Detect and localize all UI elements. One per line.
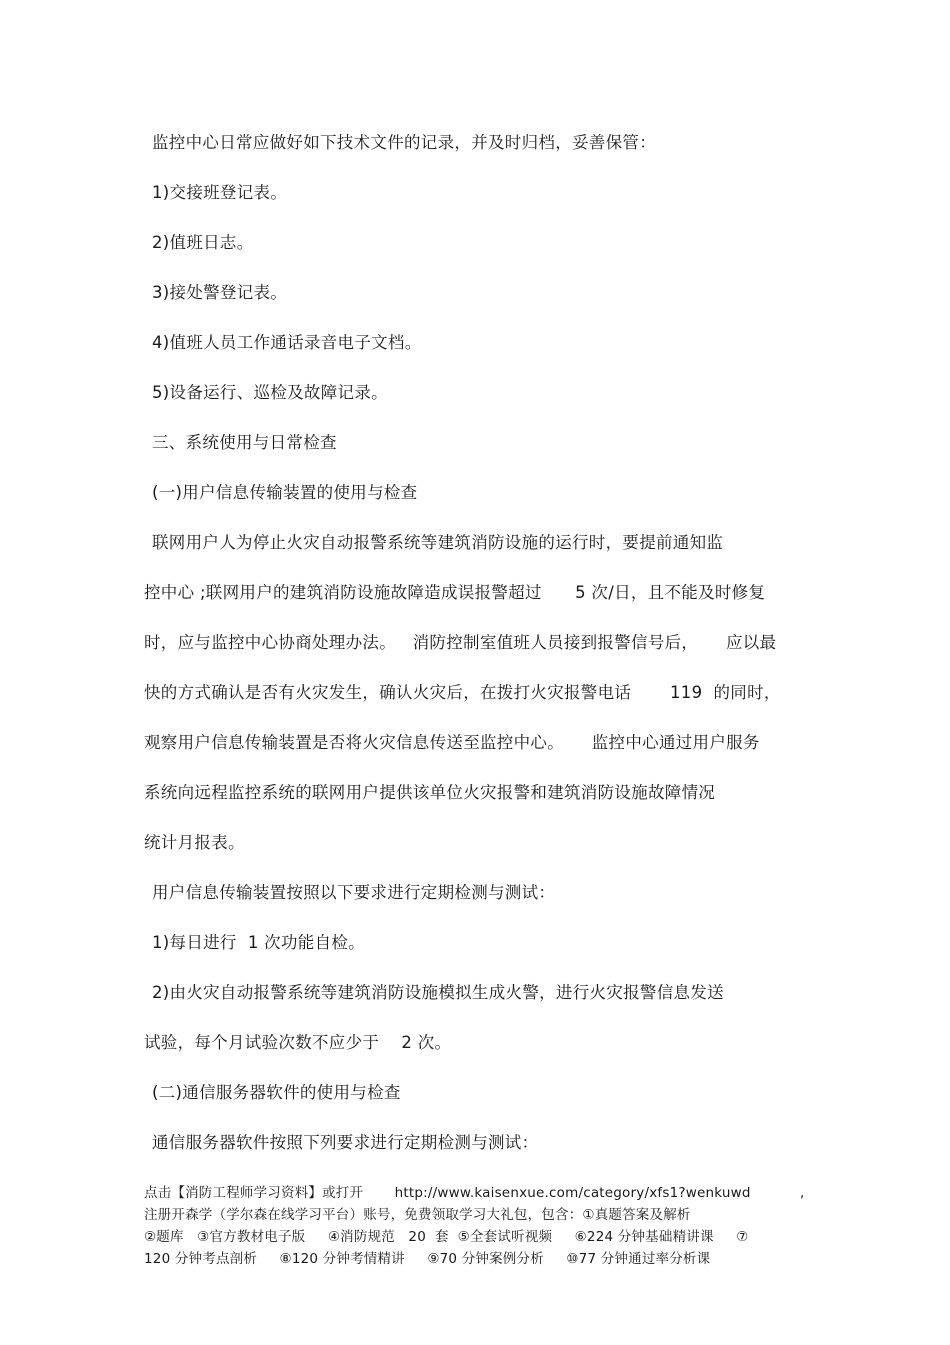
paragraph-line: 通信服务器软件按照下列要求进行定期检测与测试： [152, 1133, 539, 1152]
paragraph-line: 系统向远程监控系统的联网用户提供该单位火灾报警和建筑消防设施故障情况 [144, 783, 716, 802]
section-heading: 三、系统使用与日常检查 [152, 433, 337, 452]
paragraph-line: 观察用户信息传输装置是否将火灾信息传送至监控中心。 监控中心通过用户服务 [144, 733, 760, 752]
intro-paragraph: 监控中心日常应做好如下技术文件的记录，并及时归档，妥善保管： [152, 133, 656, 152]
footer-line: ②题库 ③官方教材电子版 ④消防规范 20 套 ⑤全套试听视频 ⑥224 分钟基础精讲课 ⑦ [144, 1229, 749, 1245]
list-item: 2)由火灾自动报警系统等建筑消防设施模拟生成火警，进行火灾报警信息发送 [152, 983, 724, 1002]
paragraph-line: 快的方式确认是否有火灾发生，确认火灾后，在拨打火灾报警电话 119 的同时， [144, 683, 781, 702]
paragraph-line: 统计月报表。 [144, 833, 245, 852]
subsection-heading: (二)通信服务器软件的使用与检查 [152, 1083, 401, 1102]
list-item: 2)值班日志。 [152, 233, 254, 252]
paragraph-line: 联网用户人为停止火灾自动报警系统等建筑消防设施的运行时，要提前通知监 [152, 533, 724, 552]
footer-line: 点击【消防工程师学习资料】或打开 http://www.kaisenxue.com/category/xfs1?wenkuwd , [144, 1185, 805, 1201]
paragraph-line: 时，应与监控中心协商处理办法。 消防控制室值班人员接到报警信号后， 应以最 [144, 633, 777, 652]
subsection-heading: (一)用户信息传输装置的使用与检查 [152, 483, 418, 502]
paragraph-line: 试验，每个月试验次数不应少于 2 次。 [144, 1033, 452, 1052]
list-item: 5)设备运行、巡检及故障记录。 [152, 383, 388, 402]
footer-line: 120 分钟考点剖析 ⑧120 分钟考情精讲 ⑨70 分钟案例分析 ⑩77 分钟通过率分析课 [144, 1251, 711, 1267]
footer-line: 注册开森学（学尔森在线学习平台）账号，免费领取学习大礼包，包含：①真题答案及解析 [144, 1207, 691, 1223]
paragraph-line: 控中心 ;联网用户的建筑消防设施故障造成误报警超过 5 次/日，且不能及时修复 [144, 583, 766, 602]
list-item: 3)接处警登记表。 [152, 283, 288, 302]
list-item: 1)交接班登记表。 [152, 183, 288, 202]
paragraph-line: 用户信息传输装置按照以下要求进行定期检测与测试： [152, 883, 556, 902]
list-item: 4)值班人员工作通话录音电子文档。 [152, 333, 422, 352]
list-item: 1)每日进行 1 次功能自检。 [152, 933, 365, 952]
